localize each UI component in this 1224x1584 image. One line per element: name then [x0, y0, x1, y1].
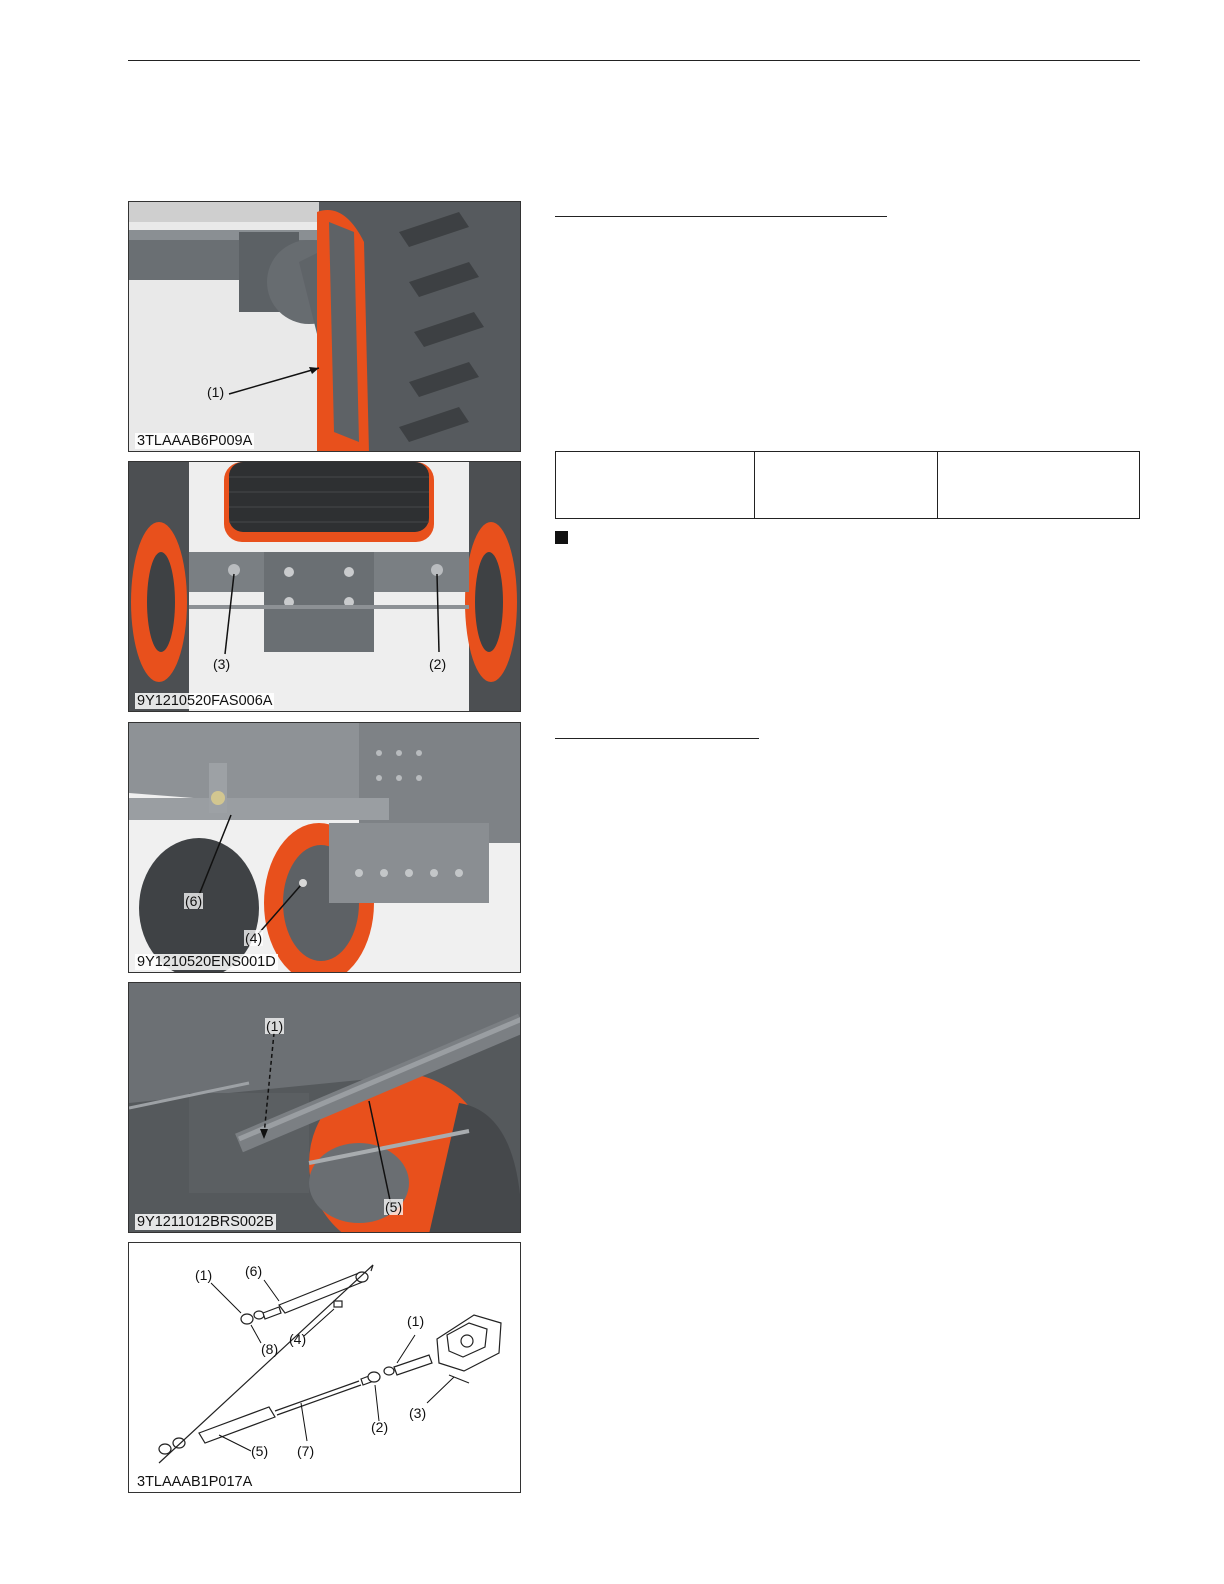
figure-caption: 9Y1211012BRS002B [137, 1214, 274, 1230]
callout-label: (4) [289, 1331, 307, 1347]
section-heading-underline [555, 216, 887, 217]
figure-propeller-shaft [128, 982, 521, 1233]
figure-caption: 3TLAAAB6P009A [137, 433, 253, 449]
callout-label: (1) [407, 1313, 425, 1329]
figure-front-axle-knuckle [128, 201, 521, 452]
callout-label: (2) [429, 656, 447, 672]
section-heading-underline [555, 738, 759, 739]
figure-exploded-shaft-diagram [128, 1242, 521, 1493]
table-row [556, 452, 1140, 519]
figure-underside-drain-plug [128, 722, 521, 973]
callout-label: (7) [297, 1443, 315, 1459]
table-cell [755, 452, 938, 519]
callout-label: (4) [245, 930, 263, 946]
callout-label: (2) [371, 1419, 389, 1435]
callout-label: (5) [385, 1199, 403, 1215]
figure-front-grille-tie-rods [128, 461, 521, 712]
callout-label: (6) [245, 1263, 263, 1279]
callout-label: (1) [207, 384, 225, 400]
figure-caption: 9Y1210520FAS006A [137, 693, 273, 709]
figure-caption: 3TLAAAB1P017A [137, 1474, 253, 1490]
callout-label: (3) [213, 656, 231, 672]
table-cell [556, 452, 755, 519]
table-cell [938, 452, 1140, 519]
callout-label: (3) [409, 1405, 427, 1421]
figure-caption: 9Y1210520ENS001D [137, 954, 276, 970]
callout-label: (8) [261, 1341, 279, 1357]
square-bullet-icon [555, 531, 568, 544]
spec-table [555, 451, 1140, 519]
callout-label: (6) [185, 893, 203, 909]
callout-label: (1) [195, 1267, 213, 1283]
header-rule [128, 60, 1140, 61]
callout-label: (1) [266, 1018, 284, 1034]
callout-label: (5) [251, 1443, 269, 1459]
